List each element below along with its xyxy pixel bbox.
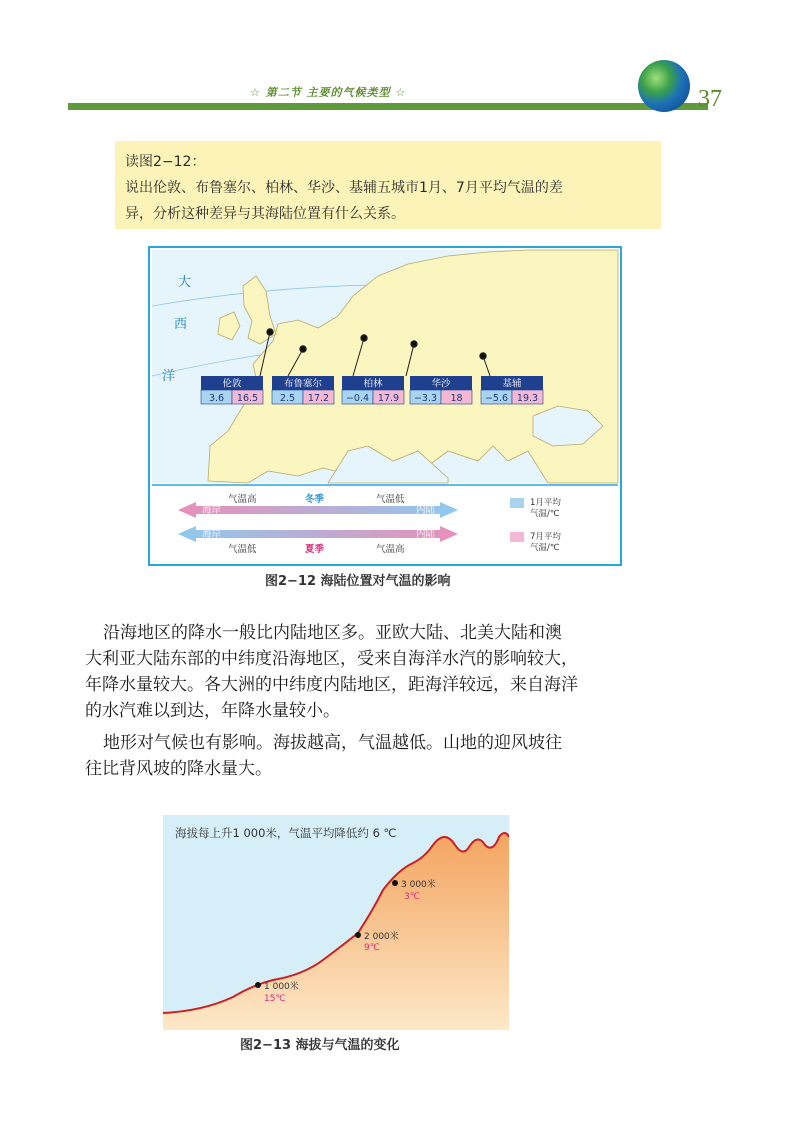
jul-temp: 16.5 (236, 393, 259, 404)
legend-swatch-jan (510, 498, 524, 508)
jul-temp: 17.9 (377, 393, 400, 404)
question-line: 说出伦敦、布鲁塞尔、柏林、华沙、基辅五城市1月、7月平均气温的差 (125, 180, 563, 196)
paragraph-line: 往比背风坡的降水量大。 (85, 759, 272, 779)
legend-jan-line1: 1月平均 (530, 498, 561, 508)
legend-swatch-jul (510, 532, 524, 542)
winter-coast-label: 海岸 (202, 505, 222, 516)
jul-temp: 18 (450, 393, 463, 404)
jan-temp: 2.5 (279, 393, 296, 404)
city-box-berlin (342, 376, 404, 404)
legend-jul-line2: 气温/℃ (530, 543, 560, 553)
question-line: 读图2−12： (125, 154, 206, 170)
globe-icon (638, 60, 690, 112)
jan-temp: −3.3 (413, 393, 438, 404)
figure-2-12-caption: 图2−12 海陆位置对气温的影响 (265, 574, 451, 589)
ocean-label-char: 大 (178, 275, 192, 290)
ocean-label-char: 洋 (162, 369, 176, 384)
city-box-brussels (272, 376, 334, 404)
summer-inland-label: 内陆 (416, 529, 436, 540)
city-box-warsaw (410, 376, 472, 404)
page-number: 37 (698, 86, 722, 112)
city-dot-kyiv (480, 353, 486, 359)
jul-temp: 17.2 (307, 393, 330, 404)
city-dot-warsaw (411, 341, 417, 347)
reading-question-box (115, 141, 661, 229)
temperature-label: 15℃ (264, 994, 286, 1004)
legend-jan-line2: 气温/℃ (530, 509, 560, 519)
city-dot-berlin (361, 335, 367, 341)
figure-2-12-map (148, 246, 622, 566)
summer-coast-label: 海岸 (202, 529, 222, 540)
jul-temp: 19.3 (516, 393, 539, 404)
altitude-label: 3 000米 (401, 880, 436, 890)
summer-season-label: 夏季 (305, 544, 325, 555)
paragraph-line: 沿海地区的降水一般比内陆地区多。亚欧大陆、北美大陆和澳 (103, 623, 562, 643)
winter-left-temp: 气温高 (228, 494, 257, 505)
temperature-label: 3℃ (404, 892, 420, 902)
paragraph-line: 的水汽难以到达，年降水量较小。 (85, 701, 340, 721)
figure-2-13-caption: 图2−13 海拔与气温的变化 (240, 1038, 400, 1053)
question-line: 异，分析这种差异与其海陆位置有什么关系。 (125, 206, 405, 222)
paragraph-line: 大利亚大陆东部的中纬度沿海地区，受来自海洋水汽的影响较大， (85, 649, 578, 669)
city-dot-london (267, 329, 273, 335)
legend-jul-line1: 7月平均 (530, 532, 561, 542)
altitude-point-2000 (355, 932, 361, 938)
city-box-london (201, 376, 263, 404)
city-name: 华沙 (431, 378, 451, 390)
winter-inland-label: 内陆 (416, 505, 436, 516)
paragraph-line: 年降水量较大。各大洲的中纬度内陆地区，距海洋较远，来自海洋 (85, 675, 578, 695)
altitude-point-1000 (255, 982, 261, 988)
winter-season-label: 冬季 (305, 494, 325, 505)
altitude-label: 1 000米 (264, 982, 299, 992)
header-divider-bar (68, 103, 708, 110)
winter-right-temp: 气温低 (376, 494, 405, 505)
summer-left-temp: 气温低 (228, 544, 257, 555)
diagram-title: 海拔每上升1 000米，气温平均降低约 6 ℃ (175, 826, 397, 840)
city-dot-brussels (300, 346, 306, 352)
jan-temp: −0.4 (345, 393, 370, 404)
city-box-kyiv (481, 376, 543, 404)
temperature-label: 9℃ (364, 943, 380, 953)
city-name: 基辅 (502, 378, 522, 390)
jan-temp: 3.6 (208, 393, 225, 404)
city-name: 柏林 (363, 378, 383, 390)
altitude-point-3000 (392, 880, 398, 886)
ocean-label-char: 西 (174, 317, 188, 332)
chapter-header-title: ☆ 第二节 主要的气候类型 ☆ (250, 86, 407, 99)
summer-right-temp: 气温高 (376, 544, 405, 555)
paragraph-line: 地形对气候也有影响。海拔越高，气温越低。山地的迎风坡往 (103, 733, 562, 753)
figure-2-13-altitude-diagram (163, 815, 509, 1030)
altitude-label: 2 000米 (364, 932, 399, 942)
city-name: 布鲁塞尔 (283, 378, 323, 390)
city-name: 伦敦 (222, 378, 242, 390)
jan-temp: −5.6 (484, 393, 509, 404)
